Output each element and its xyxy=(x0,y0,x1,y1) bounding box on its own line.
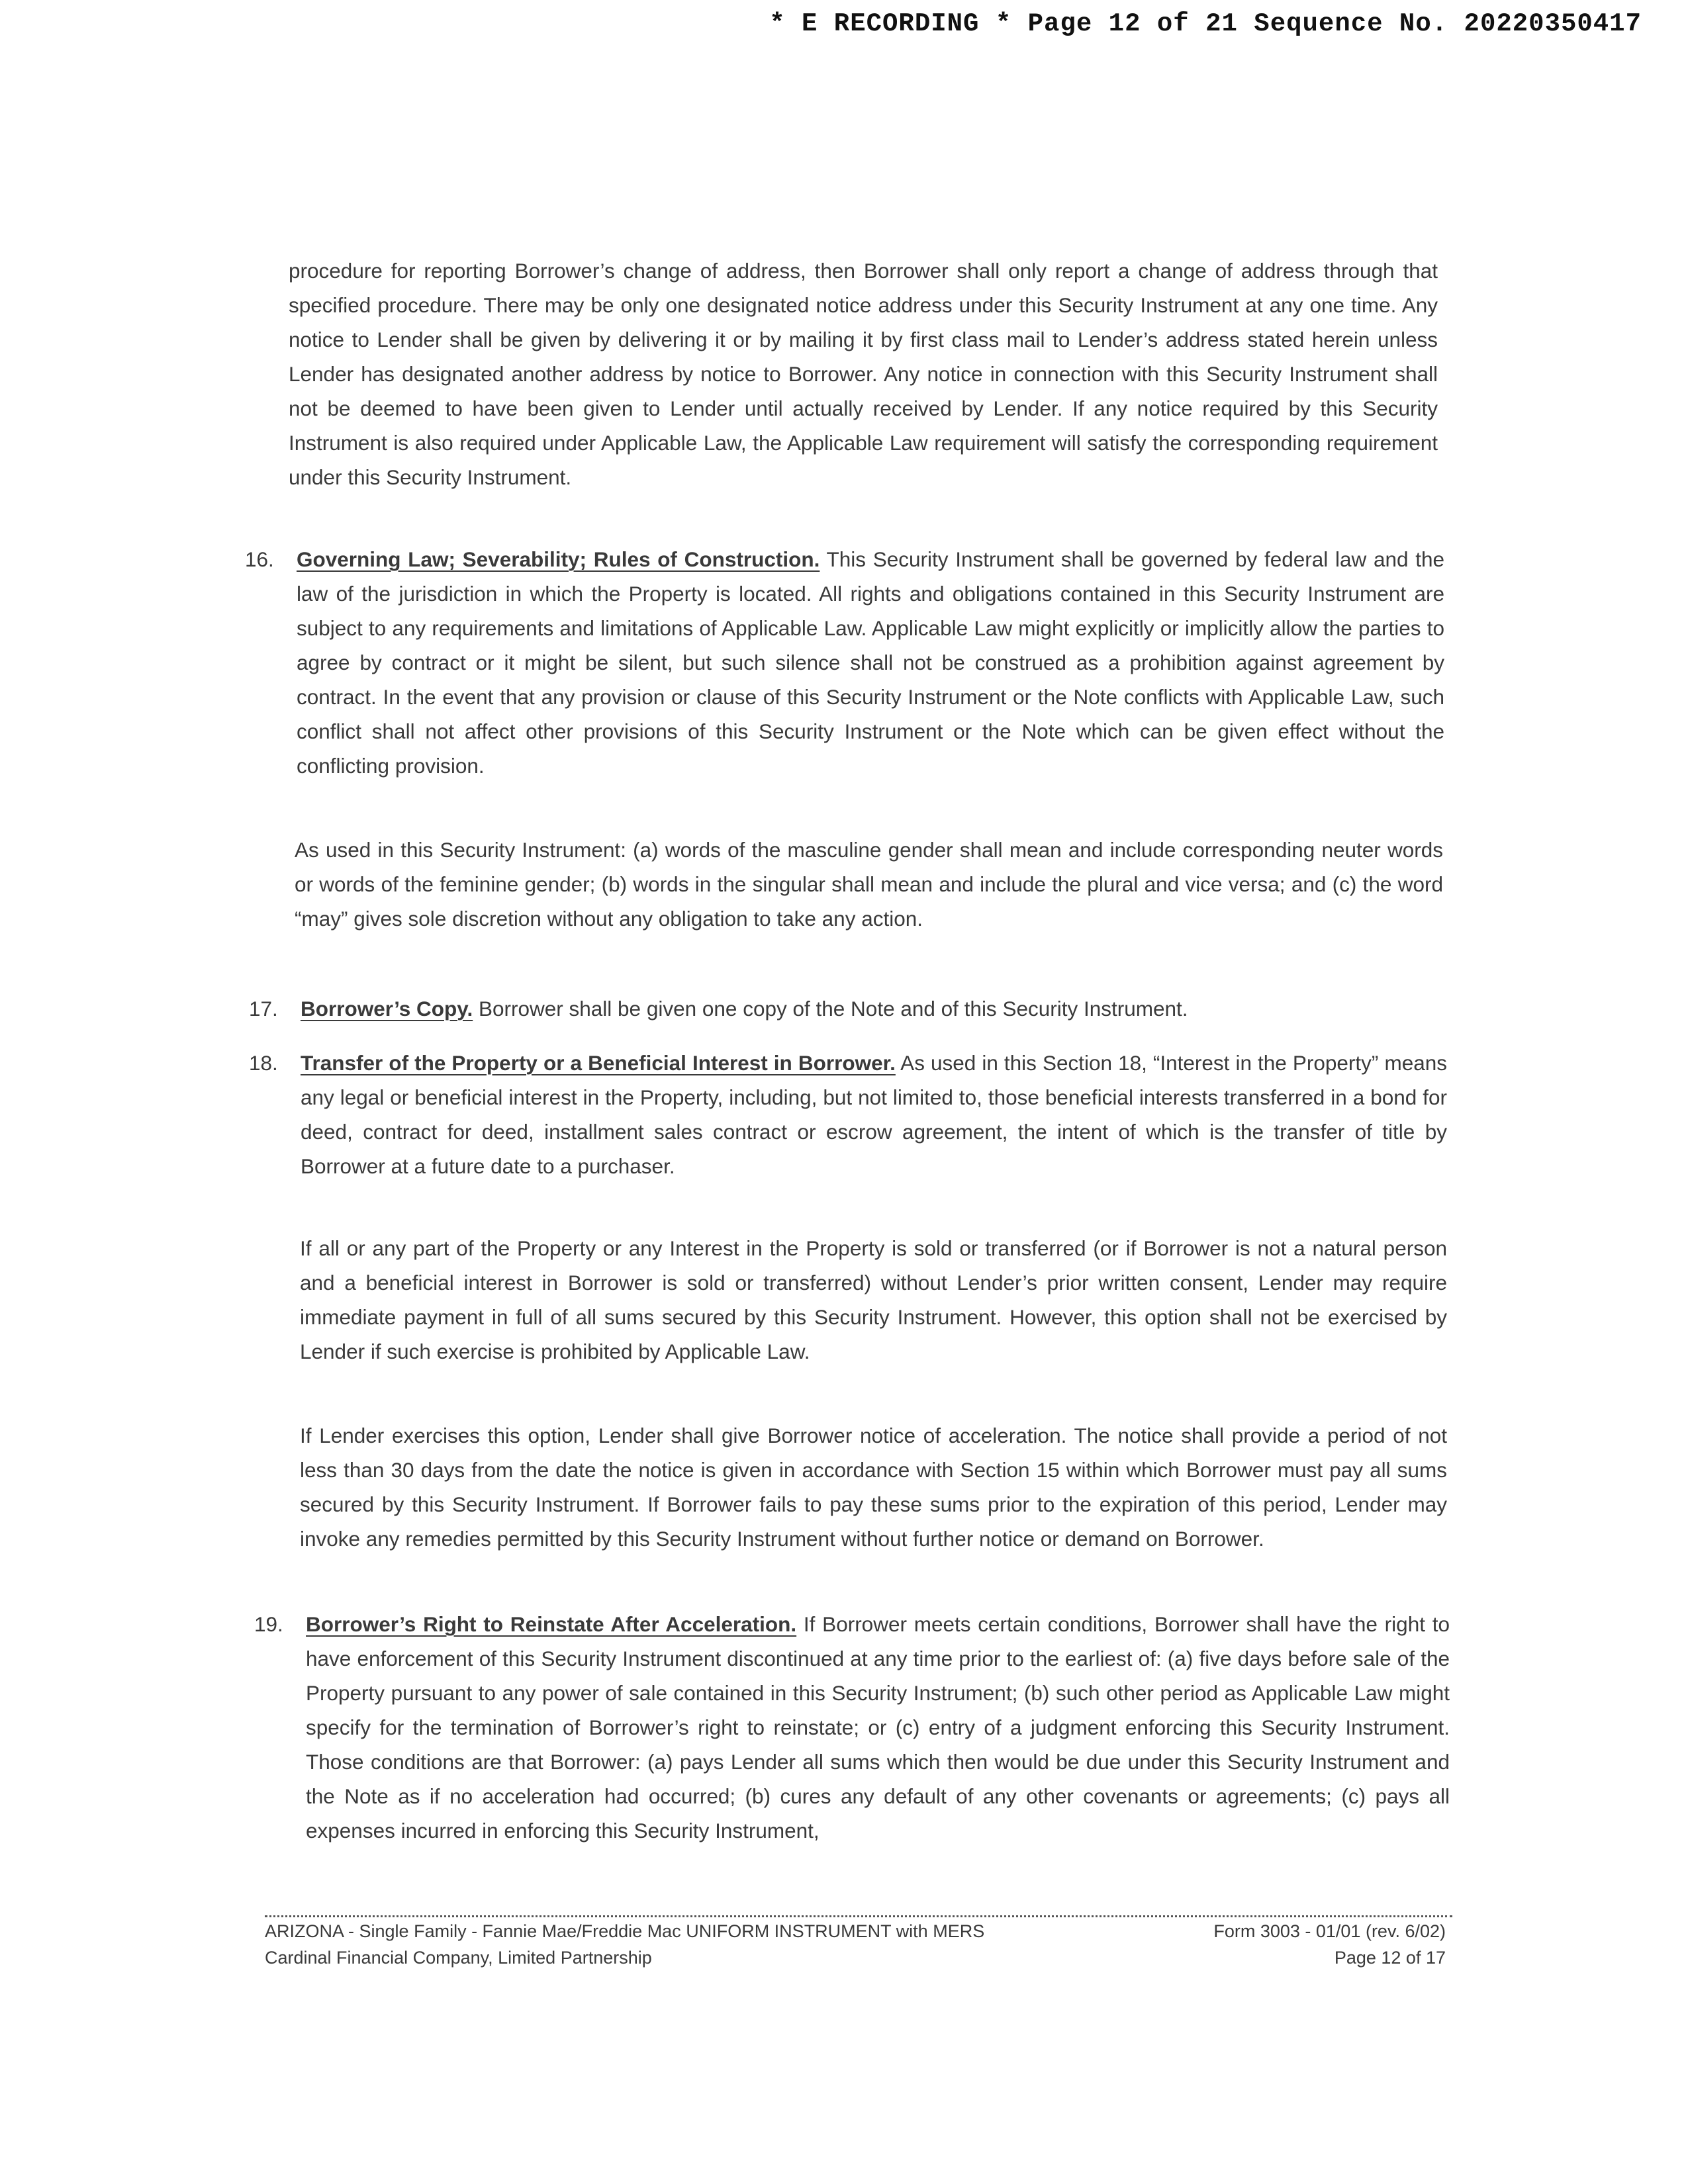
section-heading: Transfer of the Property or a Beneficial Interest in Borrower. xyxy=(301,1051,896,1075)
footer-divider xyxy=(265,1915,1452,1917)
section-heading: Governing Law; Severability; Rules of Construction. xyxy=(297,547,820,571)
footer-page-number: Page 12 of 17 xyxy=(1334,1948,1446,1968)
recording-stamp: * E RECORDING * Page 12 of 21 Sequence No. 20220350417 xyxy=(769,9,1642,38)
section-body xyxy=(306,1607,1450,1848)
section-18 xyxy=(249,1046,1447,1183)
section-heading: Borrower’s Right to Reinstate After Acceleration. xyxy=(306,1612,797,1636)
section-16-paragraph: As used in this Security Instrument: (a) words of the masculine gender shall mean and include corresponding neuter words or words of the feminine gender; (b) words in the singular shall mean and include the plural and vice versa; and (c) the word “may” gives sole discretion without any obligation to take any action. xyxy=(295,838,1443,931)
section-18-paragraph: If Lender exercises this option, Lender shall give Borrower notice of acceleration. The notice shall provide a period of not less than 30 days from the date the notice is given in accordance with Section 15 within which Borrower must pay all sums secured by this Security Instrument. If Borrower fails to pay these sums prior to the expiration of this period, Lender may invoke any remedies permitted by this Security Instrument without further notice or demand on Borrower. xyxy=(300,1424,1447,1551)
section-17 xyxy=(249,991,1444,1026)
section-16 xyxy=(245,542,1444,783)
footer-form-number: Form 3003 - 01/01 (rev. 6/02) xyxy=(1213,1921,1446,1941)
section-body xyxy=(297,542,1444,783)
section-number: 17. xyxy=(249,997,278,1021)
section-text: If Borrower meets certain conditions, Borrower shall have the right to have enforcement of this Security Instrument discontinued at any time prior to the earliest of: (a) five days before sale of the Property pursuant to any power of sale contained in this Security Instrument; (b) such other period as Applicable Law might specify for the termination of Borrower’s right to reinstate; or (c) entry of a judgment enforcing this Security Instrument. Those conditions are that Borrower: (a) pays Lender all sums which then would be due under this Security Instrument and the Note as if no acceleration had occurred; (b) cures any default of any other covenants or agreements; (c) pays all expenses incurred in enforcing this Security Instrument, xyxy=(306,1612,1450,1843)
footer-lender: Cardinal Financial Company, Limited Partnership xyxy=(265,1948,652,1968)
section-number: 16. xyxy=(245,547,274,571)
section-number: 19. xyxy=(254,1612,283,1636)
footer-left xyxy=(265,1918,984,1971)
section-body xyxy=(301,991,1444,1026)
footer-right xyxy=(1213,1918,1446,1971)
section-heading: Borrower’s Copy. xyxy=(301,997,473,1021)
section-text: Borrower shall be given one copy of the Note and of this Security Instrument. xyxy=(473,997,1188,1021)
section-18-paragraph: If all or any part of the Property or any Interest in the Property is sold or transferred (or if Borrower is not a natural person and a beneficial interest in Borrower is sold or transferred) without Lender’s prior written consent, Lender may require immediate payment in full of all sums secured by this Security Instrument. However, this option shall not be exercised by Lender if such exercise is prohibited by Applicable Law. xyxy=(300,1236,1447,1363)
section-body xyxy=(301,1046,1447,1183)
footer-form-title: ARIZONA - Single Family - Fannie Mae/Freddie Mac UNIFORM INSTRUMENT with MERS xyxy=(265,1921,985,1941)
section-19 xyxy=(254,1607,1450,1848)
section-text: As used in this Section 18, “Interest in the Property” means any legal or beneficial interest in the Property, including, but not limited to, those beneficial interests transferred in a bond for deed, contract for deed, installment sales contract or escrow agreement, the intent of which is the transfer of title by Borrower at a future date to a purchaser. xyxy=(301,1051,1448,1178)
continuation-paragraph: procedure for reporting Borrower’s change of address, then Borrower shall only report a change of address through that specified procedure. There may be only one designated notice address under this Security Instrument at any one time. Any notice to Lender shall be given by delivering it or by mailing it by first class mail to Lender’s address stated herein unless Lender has designated another address by notice to Borrower. Any notice in connection with this Security Instrument shall not be deemed to have been given to Lender until actually received by Lender. If any notice required by this Security Instrument is also required under Applicable Law, the Applicable Law requirement will satisfy the corresponding requirement under this Security Instrument. xyxy=(289,259,1438,489)
section-number: 18. xyxy=(249,1051,278,1075)
section-text: This Security Instrument shall be governed by federal law and the law of the jurisdiction in which the Property is located. All rights and obligations contained in this Security Instrument are subject to any requirements and limitations of Applicable Law. Applicable Law might explicitly or implicitly allow the parties to agree by contract or it might be silent, but such silence shall not be construed as a prohibition against agreement by contract. In the event that any provision or clause of this Security Instrument or the Note conflicts with Applicable Law, such conflict shall not affect other provisions of this Security Instrument or the Note which can be given effect without the conflicting provision. xyxy=(297,547,1445,778)
